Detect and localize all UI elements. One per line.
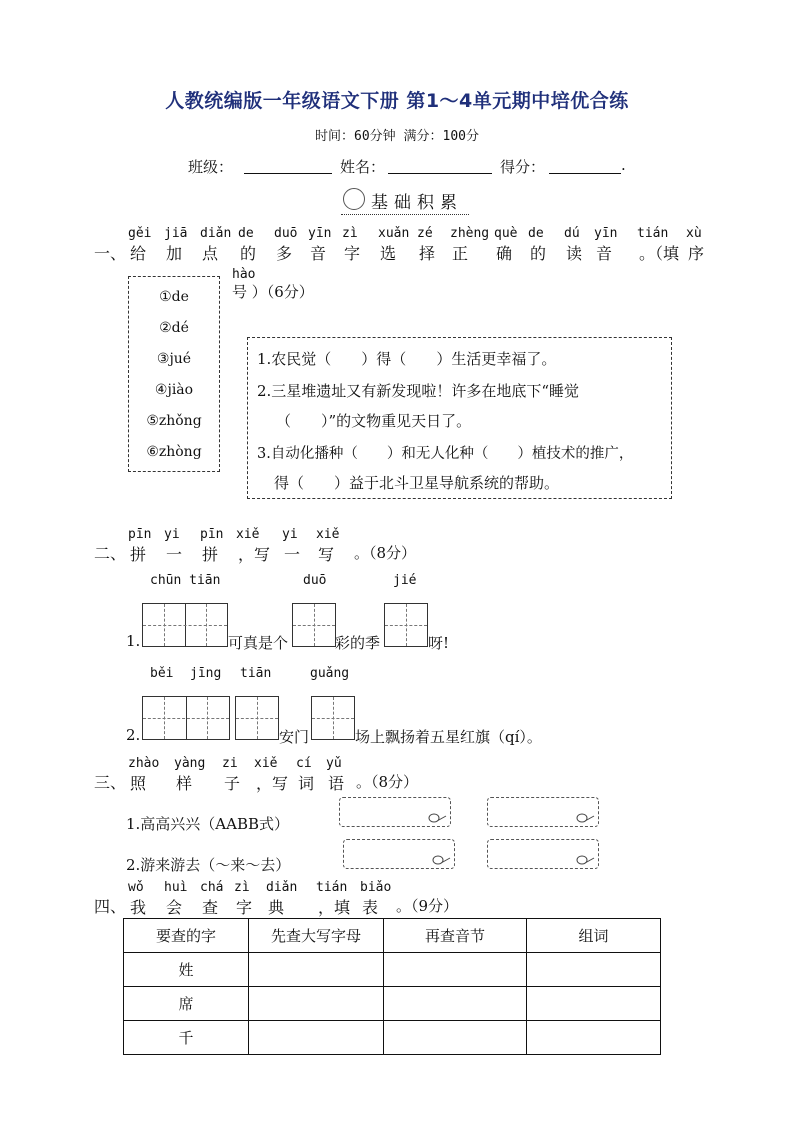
- q4-hanzi-6: 表: [362, 898, 379, 917]
- q3-pinyin-4: cí: [296, 756, 312, 771]
- q1-hanzi-5: 音: [310, 244, 327, 263]
- q1-sentence-2a[interactable]: 2.三星堆遗址又有新发现啦！许多在地底下“睡觉: [257, 382, 579, 400]
- q2-tail: 。（8分）: [354, 544, 417, 562]
- q2-hanzi-0: 拼: [130, 545, 147, 564]
- q2-r2-pinyin-1: běi: [150, 666, 174, 681]
- q3-item-2: 2.游来游去（～来～去）: [126, 856, 291, 874]
- table-header: 要查的字: [124, 919, 249, 953]
- q2-r2-pinyin-4: guǎng: [310, 666, 350, 681]
- q1-pinyin-5: yīn: [308, 226, 332, 241]
- q3-pinyin-1: yàng: [174, 756, 206, 771]
- q2-hanzi-1: 一: [166, 545, 183, 564]
- q3-answer-1a[interactable]: [339, 797, 451, 827]
- q3-hanzi-5: 语: [328, 774, 345, 793]
- exam-meta: 时间：60分钟 满分：100分: [315, 129, 479, 144]
- q4-pinyin-0: wǒ: [128, 880, 144, 895]
- q1-sentence-3a[interactable]: 3.自动化播种（ ）和无人化种（ ）植技术的推广，: [257, 446, 634, 462]
- table-cell-input[interactable]: [249, 953, 384, 987]
- q2-r2-number: 2.: [126, 726, 141, 744]
- q2-r2-grid-3[interactable]: [311, 696, 355, 740]
- option-6: ⑥zhòng: [146, 444, 202, 460]
- q3-pinyin-2: zi: [222, 756, 238, 771]
- q4-pinyin-4: diǎn: [266, 880, 298, 895]
- table-header-row: [124, 919, 661, 953]
- score-field[interactable]: [549, 156, 621, 174]
- q2-hanzi-5: 写: [318, 545, 335, 564]
- q3-pinyin-3: xiě: [254, 756, 278, 771]
- q2-pinyin-5: xiě: [316, 527, 340, 542]
- q4-number: 四、: [94, 897, 127, 916]
- q2-r1-pinyin-2: duō: [303, 573, 327, 588]
- q1-pinyin-8: zé: [417, 226, 433, 241]
- q3-item-1: 1.高高兴兴（AABB式）: [126, 815, 290, 833]
- pencil-icon: [431, 854, 451, 866]
- class-label: 班级：: [188, 158, 234, 176]
- q1-pinyin-12: dú: [564, 226, 580, 241]
- table-cell-input[interactable]: [249, 987, 384, 1021]
- table-cell-char: 千: [124, 1021, 249, 1055]
- section-badge: [341, 186, 469, 215]
- option-5: ⑤zhǒng: [146, 413, 202, 429]
- table-row: [124, 1021, 661, 1055]
- q1-sentence-2b[interactable]: （ ）”的文物重见天日了。: [276, 412, 472, 430]
- q1-pinyin-9: zhèng: [450, 226, 490, 241]
- q3-hanzi-2: 子: [224, 774, 241, 793]
- table-cell-input[interactable]: [249, 1021, 384, 1055]
- section-badge-text: 基础积累: [371, 193, 463, 213]
- pencil-icon: [575, 854, 595, 866]
- q1-hanzi-8: 择: [419, 244, 436, 263]
- q1-hanzi-13: 音: [596, 244, 613, 263]
- q3-tail: 。（8分）: [356, 773, 419, 791]
- q4-hanzi-3: 字: [236, 898, 253, 917]
- q1-hanzi-2: 点: [202, 244, 219, 263]
- q3-pinyin-5: yǔ: [326, 756, 342, 771]
- q2-number: 二、: [94, 544, 127, 563]
- table-cell-input[interactable]: [527, 953, 661, 987]
- name-label: 姓名：: [340, 158, 386, 176]
- q1-hanzi-3: 的: [240, 244, 257, 263]
- q1-pinyin-4: duō: [274, 226, 298, 241]
- q4-pinyin-2: chá: [200, 880, 224, 895]
- table-cell-input[interactable]: [384, 953, 527, 987]
- score-label: 得分：: [500, 158, 546, 176]
- q2-hanzi-3: ，写: [238, 545, 271, 564]
- q1-hanzi-11: 的: [530, 244, 547, 263]
- q2-r2-grid-2[interactable]: [235, 696, 279, 740]
- q1-hanzi-0: 给: [130, 244, 147, 263]
- q1-pinyin-2: diǎn: [200, 226, 232, 241]
- q1-sentence-box: [247, 337, 672, 499]
- q2-hanzi-2: 拼: [202, 545, 219, 564]
- q3-pinyin-0: zhào: [128, 756, 160, 771]
- q2-pinyin-1: yi: [164, 527, 180, 542]
- q2-pinyin-2: pīn: [200, 527, 224, 542]
- name-field[interactable]: [388, 156, 492, 174]
- q2-r1-grid-3[interactable]: [384, 603, 428, 647]
- option-1: ①de: [159, 289, 189, 305]
- q1-pinyin-0: gěi: [128, 226, 152, 241]
- q3-answer-2b[interactable]: [487, 839, 599, 869]
- q1-pinyin-10: què: [494, 226, 518, 241]
- q2-hanzi-4: 一: [284, 545, 301, 564]
- q2-r1-text-1: 可真是个: [228, 634, 289, 652]
- q1-pinyin-1: jiā: [164, 226, 188, 241]
- q2-pinyin-0: pīn: [128, 527, 152, 542]
- q1-hanzi-10: 确: [496, 244, 513, 263]
- q3-hanzi-0: 照: [130, 774, 147, 793]
- q2-r1-text-3: 呀!: [428, 634, 450, 652]
- q1-hanzi-7: 选: [380, 244, 397, 263]
- q1-pinyin-13: yīn: [594, 226, 618, 241]
- q3-hanzi-3: ，写: [256, 774, 289, 793]
- q1-hanzi-14: 。（填: [639, 244, 680, 263]
- option-2: ②dé: [159, 320, 189, 336]
- q1-hanzi-12: 读: [566, 244, 583, 263]
- q4-hanzi-2: 查: [202, 898, 219, 917]
- q4-hanzi-1: 会: [166, 898, 183, 917]
- page-title: 人教统编版一年级语文下册 第1～4单元期中培优合练: [165, 90, 629, 112]
- table-header: 组词: [527, 919, 661, 953]
- table-row: [124, 953, 661, 987]
- table-cell-input[interactable]: [527, 1021, 661, 1055]
- book-icon: [343, 188, 365, 210]
- q3-number: 三、: [94, 773, 127, 792]
- option-3: ③jué: [156, 351, 192, 367]
- q1-pinyin-7: xuǎn: [378, 226, 410, 241]
- q4-tail: 。（9分）: [396, 897, 459, 915]
- q1-number: 一、: [94, 244, 127, 263]
- table-cell-char: 席: [124, 987, 249, 1021]
- q4-pinyin-1: huì: [164, 880, 188, 895]
- q2-r2-text-1: 安门: [279, 728, 310, 746]
- q2-r2-pinyin-3: tiān: [240, 666, 272, 681]
- pencil-icon: [575, 812, 595, 824]
- q3-hanzi-4: 词: [298, 774, 315, 793]
- q1-hanzi-6: 字: [344, 244, 361, 263]
- option-4: ④jiào: [154, 382, 194, 398]
- q2-r1-text-2: 彩的季: [335, 634, 381, 652]
- q1-option-box: [128, 276, 220, 472]
- q2-r2-pinyin-2: jīng: [190, 666, 222, 681]
- q1-hanzi-15: 序: [688, 244, 705, 263]
- q2-r1-pinyin-1: chūn tiān: [150, 573, 221, 588]
- table-cell-input[interactable]: [384, 1021, 527, 1055]
- table-header: 再查音节: [384, 919, 527, 953]
- q1-hao-pinyin: hào: [232, 267, 256, 282]
- q1-pinyin-15: xù: [686, 226, 702, 241]
- q4-pinyin-3: zì: [234, 880, 250, 895]
- q1-sentence-3b[interactable]: 得（ ）益于北斗卫星导航系统的帮助。: [274, 474, 560, 492]
- q4-pinyin-5: tián: [316, 880, 348, 895]
- q4-hanzi-0: 我: [130, 898, 147, 917]
- q1-hanzi-4: 多: [276, 244, 293, 263]
- q4-pinyin-6: biǎo: [360, 880, 392, 895]
- q4-hanzi-4: 典: [268, 898, 285, 917]
- q2-r2-text-2: 场上飘扬着五星红旗（qí）。: [355, 728, 542, 746]
- table-cell-input[interactable]: [527, 987, 661, 1021]
- q2-pinyin-4: yi: [282, 527, 298, 542]
- q1-pinyin-11: de: [528, 226, 544, 241]
- table-cell-char: 姓: [124, 953, 249, 987]
- q1-hanzi-1: 加: [166, 244, 183, 263]
- q1-pinyin-3: de: [238, 226, 254, 241]
- dictionary-table: [123, 918, 661, 1055]
- q1-pinyin-6: zì: [342, 226, 358, 241]
- q3-answer-2a[interactable]: [343, 839, 455, 869]
- q2-r2-grid-1[interactable]: [142, 696, 230, 740]
- q2-r1-number: 1.: [126, 632, 141, 650]
- q1-hanzi-9: 正: [452, 244, 469, 263]
- q1-pinyin-14: tián: [637, 226, 669, 241]
- table-cell-input[interactable]: [384, 987, 527, 1021]
- q4-hanzi-5: ，填: [318, 898, 351, 917]
- q2-pinyin-3: xiě: [236, 527, 260, 542]
- q1-sentence-1[interactable]: 1.农民觉（ ）得（ ）生活更幸福了。: [257, 350, 557, 368]
- q3-hanzi-1: 样: [176, 774, 193, 793]
- pencil-icon: [427, 812, 447, 824]
- table-row: [124, 987, 661, 1021]
- q2-r1-pinyin-3: jié: [393, 573, 417, 588]
- q1-tail: 号 ）（6分）: [232, 283, 314, 301]
- q2-r1-grid-1[interactable]: [142, 603, 228, 647]
- q2-r1-grid-2[interactable]: [292, 603, 336, 647]
- q3-answer-1b[interactable]: [487, 797, 599, 827]
- class-field[interactable]: [244, 156, 332, 174]
- table-header: 先查大写字母: [249, 919, 384, 953]
- info-end: .: [621, 156, 626, 174]
